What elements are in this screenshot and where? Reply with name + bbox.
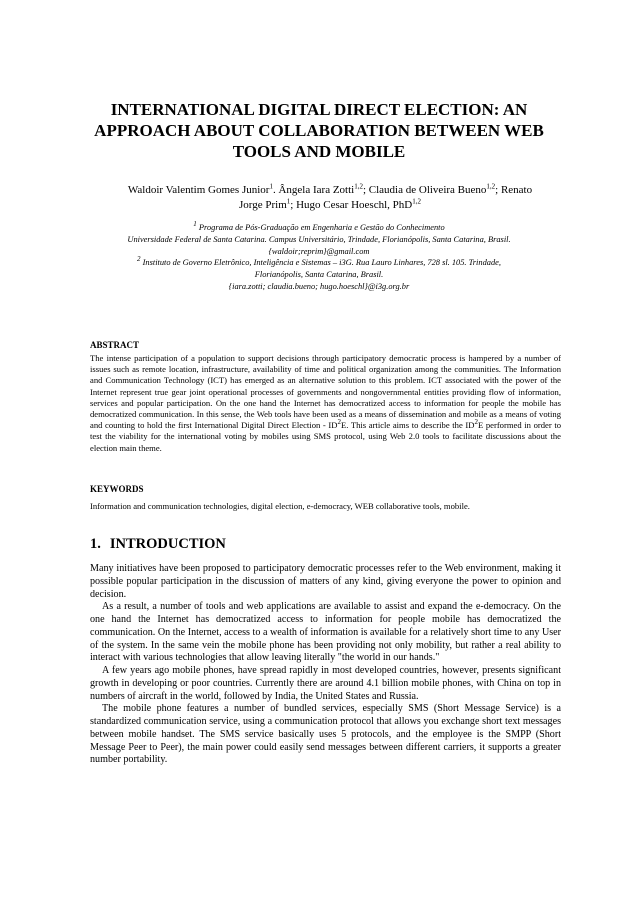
title-line-3: TOOLS AND MOBILE [232, 142, 406, 161]
introduction-body [90, 563, 561, 767]
title-line-1: INTERNATIONAL DIGITAL DIRECT ELECTION: AN [110, 100, 528, 119]
section-number: 1. [90, 536, 101, 552]
paragraph: The mobile phone features a number of bundled services, especially SMS (Short Message Service) is a standardized communication service, using a communication protocol that allows you exchange short text messages between mobile handset. The SMS service basically uses 5 protocols, and the employee is the SMPP (Short Message Peer to Peer), the main power could easily send messages between different carriers, it supports a greater number portability. [90, 703, 561, 766]
affiliation-mark: 1 [193, 220, 197, 229]
author-affiliation-mark: 1,2 [486, 182, 496, 191]
affiliation-text: Programa de Pós-Graduação em Engenharia e Gestão do Conhecimento [198, 223, 445, 232]
abstract-text: The intense participation of a population to support decisions through participatory democratic process is hampered by a number of issues such as remote location, infrastructure, availability of time and political organization among the communities. The Information and Communication Technology (ICT) has emerged as an alternative solution to this problem. ICT associated with the power of the Internet represent true gear joint operational processes of governments and nongovernmental entities providing flow of information, services and popular participation. On the one hand the Internet has democratized access to information for people the mobile has democratized communication. In this sense, the Web tools have been used as a means of dissemination and mobile as a means of voting and counting to hold the first International Digital Direct Election - ID [90, 353, 561, 431]
affiliation-email: {iara.zotti; claudia.bueno; hugo.hoeschl}@i3g.org.br [228, 281, 410, 291]
affiliation-text: Florianópolis, Santa Catarina, Brasil. [254, 270, 384, 280]
author-name: Hugo Cesar Hoeschl, PhD [296, 199, 413, 211]
affiliation-text: Instituto de Governo Eletrônico, Inteligência e Sistemas – i3G. Rua Lauro Linhares, 728 sl. 105. Trindade, [142, 258, 501, 268]
abstract-body [90, 353, 561, 454]
author-name: Jorge Prim [239, 199, 287, 211]
abstract-text: E performed in order to test the viability for the international voting by mobiles using SMS protocol, using Web 2.0 tools to facilitate discussions about the election main theme. [90, 420, 562, 453]
paragraph: A few years ago mobile phones, have spread rapidly in most developed countries, however, presents significant growth in developing or poor countries. Currently there are around 4.1 billion mobile phones, with China on top in numbers of aircraft in the world, followed by India, the United States and Russia. [90, 665, 561, 702]
paragraph: As a result, a number of tools and web applications are available to assist and expand the e-democracy. On the one hand the Internet has democratized access to information for people mobile has democratized the communication. On the Internet, access to a wealth of information is available for a relatively short time to any User of the system. In the same vein the mobile phone has been providing not only mobility, but rather a real ability to interact with various technologies that allow leaving literally "the world in our hands." [90, 601, 561, 664]
author-affiliation-mark: 1,2 [354, 182, 363, 191]
paragraph: Many initiatives have been proposed to participatory democratic processes refer to the Web environment, making it possible popular participation in the discussion of matters of any kind, giving everyone the power to opinion and decision. [90, 563, 561, 600]
title-line-2: APPROACH ABOUT COLLABORATION BETWEEN WEB [94, 121, 544, 140]
affiliation-email: {waldoir;reprim}@gmail.com [268, 246, 370, 256]
superscript: 2 [474, 418, 478, 427]
author-name: Renato [500, 184, 533, 196]
affiliation-mark: 2 [137, 255, 141, 264]
author-name: Claudia de Oliveira Bueno [368, 184, 487, 196]
keywords-body [90, 501, 561, 512]
keywords-heading: KEYWORDS [90, 484, 144, 494]
affiliations [80, 222, 558, 293]
author-list: Waldoir Valentim Gomes Junior$^1$. Ângela Iara Zotti$^{1,2}$; Claudia de Oliveira Bueno$^{1,2}$; Renato Jorge Prim$^1$; Hugo Cesar Hoeschl, PhD$^{1,2}$ [127, 182, 533, 211]
affiliation-text: Universidade Federal de Santa Catarina. Campus Universitário, Trindade, Florianópolis, Santa Catarina, Brasil. [127, 234, 511, 244]
abstract-text: E. This article aims to describe the ID [340, 420, 475, 431]
author-name: Ângela Iara Zotti [278, 184, 355, 196]
abstract-heading: ABSTRACT [90, 340, 140, 350]
section-title: INTRODUCTION [109, 536, 226, 552]
author-affiliation-mark: 1 [286, 197, 291, 206]
paper-title [80, 99, 558, 162]
superscript: 2 [337, 418, 341, 427]
author-affiliation-mark: 1,2 [412, 197, 421, 206]
author-affiliation-mark: 1 [269, 182, 273, 191]
author-name: Waldoir Valentim Gomes Junior [127, 184, 270, 196]
keywords-text: Information and communication technologies, digital election, e-democracy, WEB collaborative tools, mobile. [90, 501, 470, 511]
abstract-paragraph [90, 353, 561, 454]
introduction-heading [90, 536, 226, 553]
